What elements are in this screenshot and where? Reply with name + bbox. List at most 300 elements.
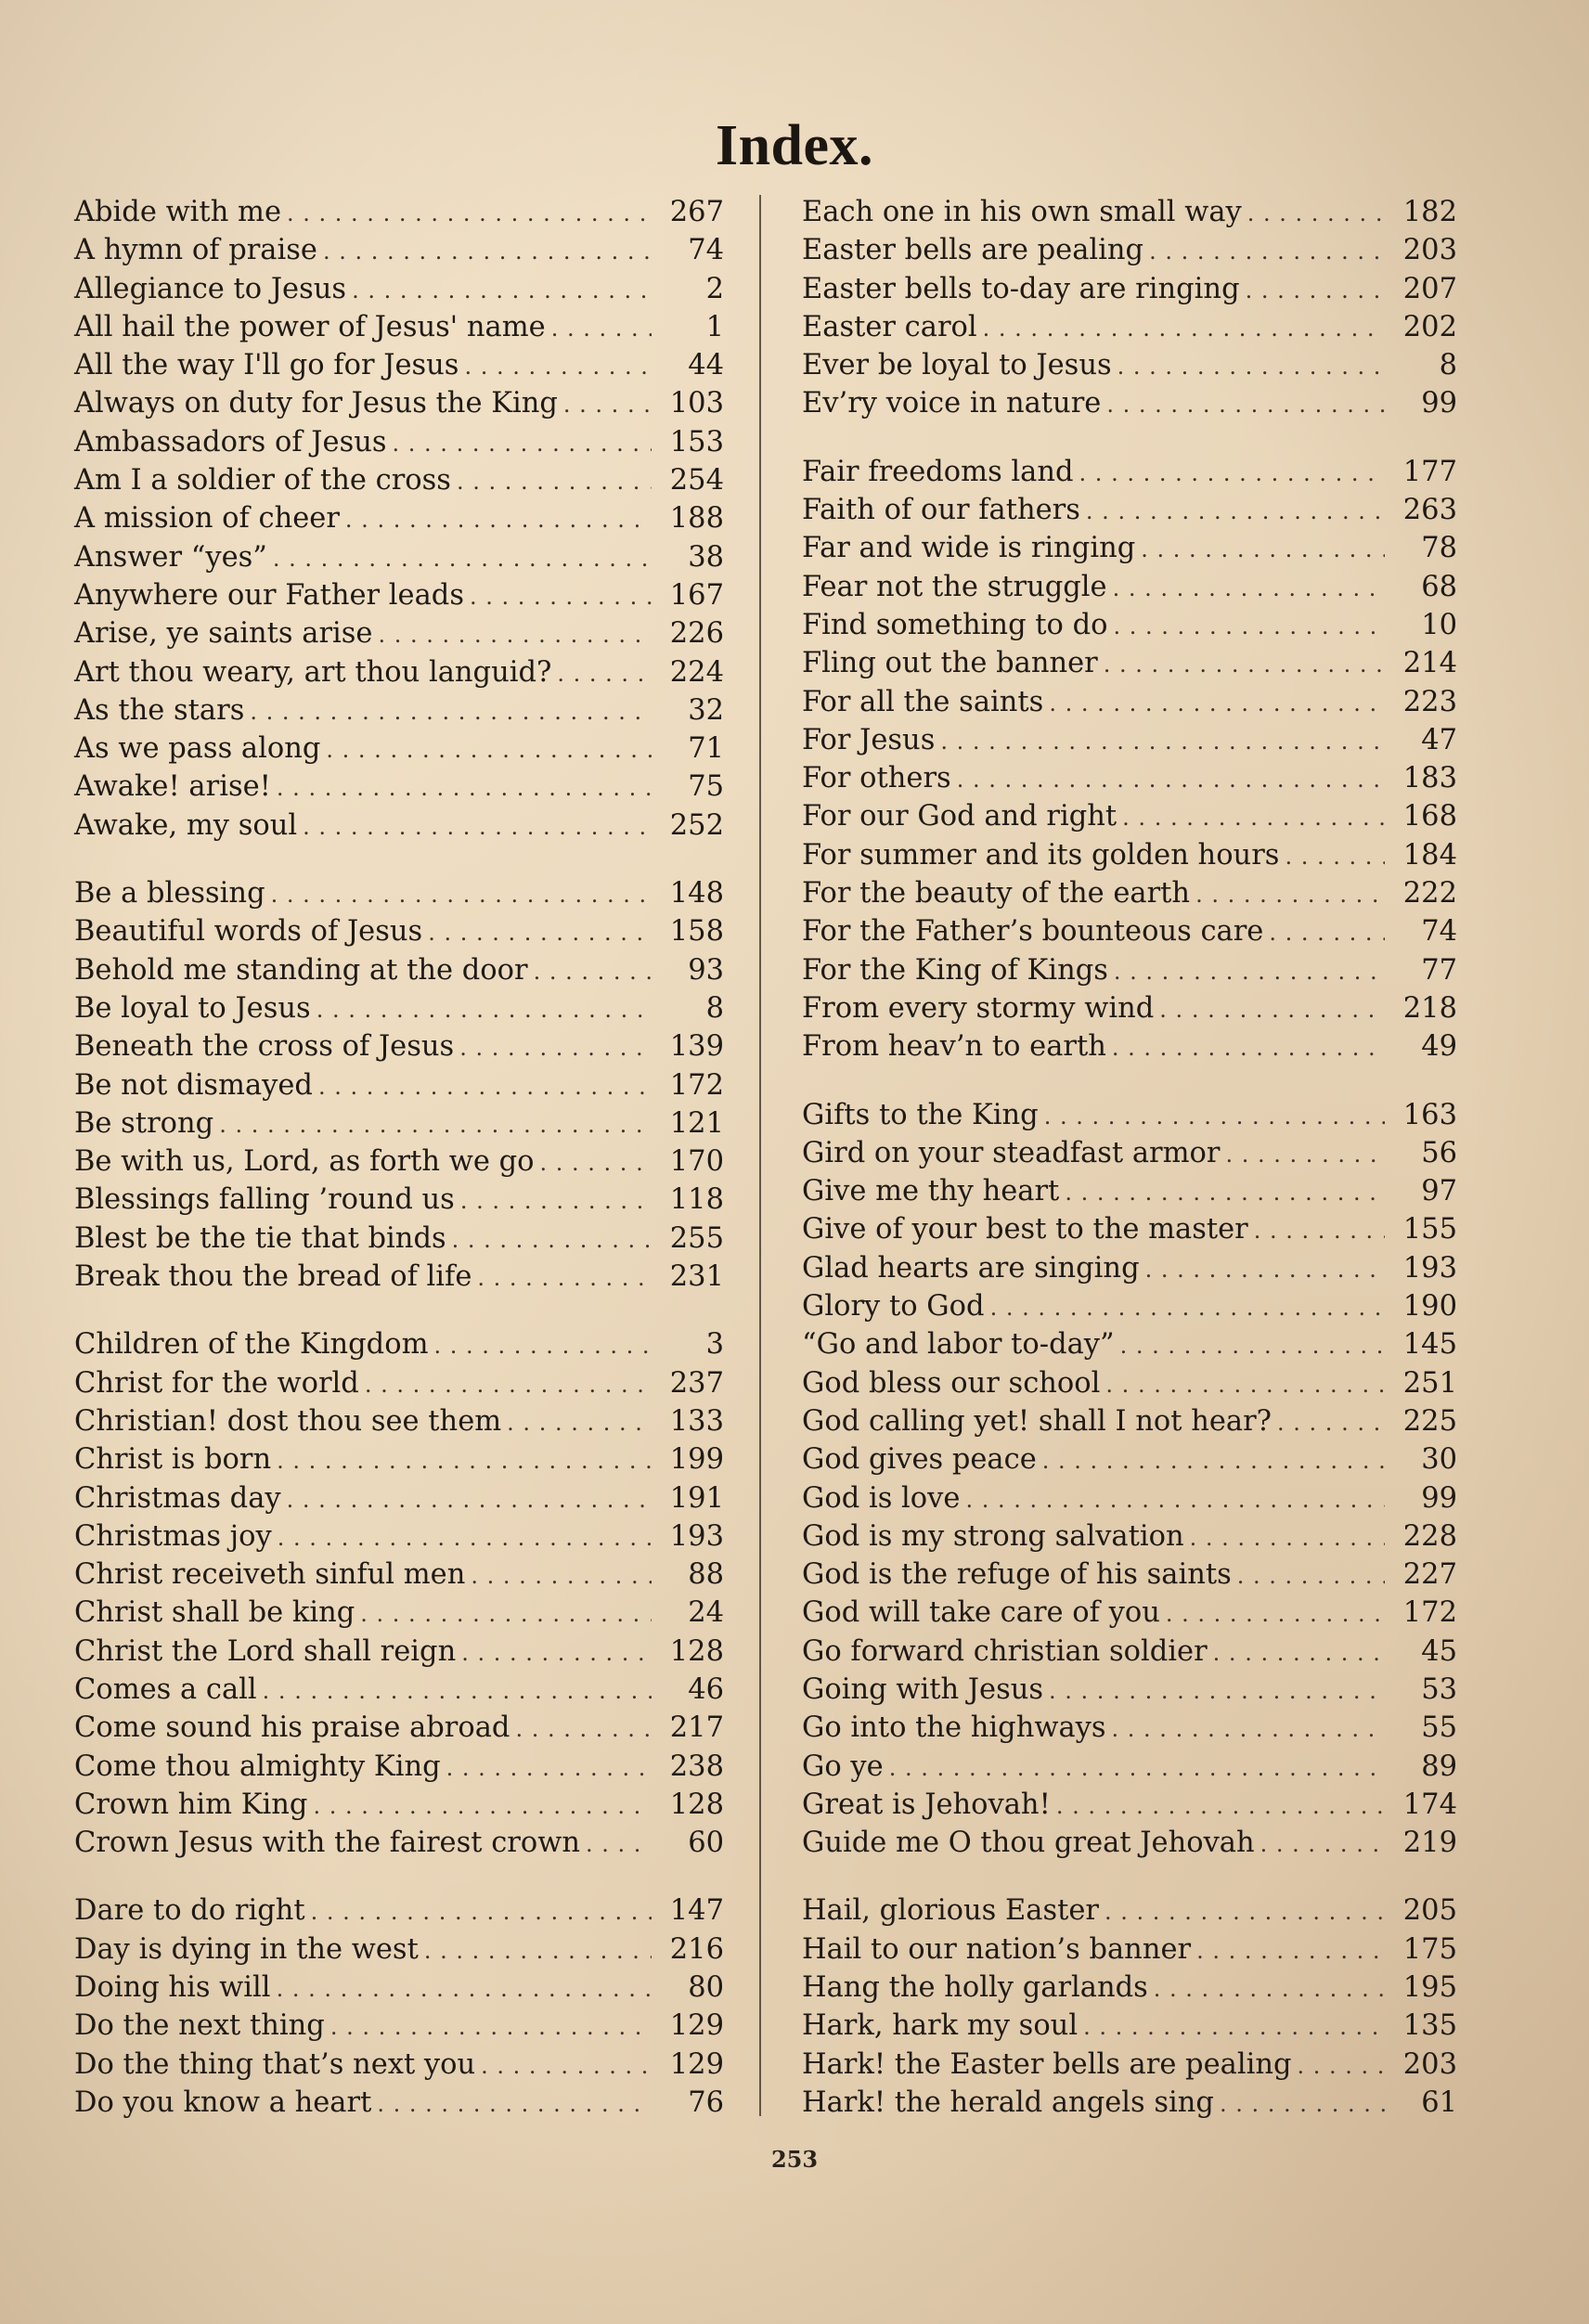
entry-page-number: 76 bbox=[688, 2085, 724, 2119]
dot-leader bbox=[277, 769, 652, 807]
entry-title: Abide with me bbox=[74, 196, 282, 228]
dot-leader bbox=[1079, 455, 1385, 493]
entry-page-number: 32 bbox=[688, 693, 724, 727]
index-entry bbox=[802, 2007, 1457, 2045]
entry-page-number: 155 bbox=[1402, 1213, 1457, 1246]
entry-title: Come sound his praise abroad bbox=[74, 1711, 510, 1745]
index-entry bbox=[74, 1440, 724, 1478]
dot-leader bbox=[1105, 1366, 1385, 1404]
index-entry bbox=[802, 797, 1457, 835]
entry-title: Hark, hark my soul bbox=[802, 2009, 1079, 2043]
entry-page-number: 207 bbox=[1402, 272, 1457, 305]
dot-leader bbox=[1086, 493, 1385, 531]
entry-title: God gives peace bbox=[802, 1443, 1037, 1477]
entry-page-number: 199 bbox=[669, 1443, 724, 1477]
entry-title: Christ the Lord shall reign bbox=[74, 1634, 457, 1668]
dot-leader bbox=[477, 1259, 652, 1298]
index-letter-group bbox=[802, 1096, 1457, 1863]
entry-title: God calling yet! shall I not hear? bbox=[802, 1404, 1272, 1438]
index-entry bbox=[74, 576, 724, 614]
index-entry bbox=[74, 384, 724, 422]
dot-leader bbox=[1149, 233, 1385, 271]
index-column-left bbox=[74, 193, 724, 2151]
entry-title: Go into the highways bbox=[802, 1711, 1106, 1745]
index-entry bbox=[802, 529, 1457, 567]
dot-leader bbox=[1220, 2085, 1385, 2124]
dot-leader bbox=[1237, 1557, 1385, 1595]
entry-page-number: 10 bbox=[1421, 608, 1457, 641]
entry-title: God is the refuge of his saints bbox=[802, 1558, 1232, 1592]
index-entry bbox=[74, 1066, 724, 1104]
index-entry bbox=[802, 836, 1457, 874]
dot-leader bbox=[1049, 1672, 1385, 1711]
entry-title: From every stormy wind bbox=[802, 991, 1155, 1025]
index-entry bbox=[74, 989, 724, 1027]
entry-page-number: 38 bbox=[688, 540, 724, 574]
dot-leader bbox=[460, 1182, 652, 1220]
page-title: Index. bbox=[715, 114, 874, 177]
dot-leader bbox=[965, 1481, 1385, 1519]
entry-page-number: 55 bbox=[1421, 1711, 1457, 1745]
index-entry bbox=[74, 1824, 724, 1862]
entry-page-number: 263 bbox=[1402, 494, 1457, 527]
entry-page-number: 252 bbox=[669, 808, 724, 842]
entry-page-number: 8 bbox=[705, 991, 724, 1025]
index-entry bbox=[802, 606, 1457, 644]
dot-leader bbox=[379, 616, 652, 654]
index-entry bbox=[802, 1364, 1457, 1402]
index-entry bbox=[74, 874, 724, 912]
dot-leader bbox=[219, 1106, 652, 1144]
entry-page-number: 226 bbox=[669, 617, 724, 651]
dot-leader bbox=[990, 1289, 1385, 1327]
dot-leader bbox=[278, 1519, 652, 1557]
entry-page-number: 217 bbox=[669, 1711, 724, 1745]
entry-title: Hark! the herald angels sing bbox=[802, 2085, 1214, 2119]
entry-title: Christ receiveth sinful men bbox=[74, 1558, 466, 1592]
index-entry bbox=[74, 1748, 724, 1786]
index-entry bbox=[802, 1969, 1457, 2007]
entry-title: Art thou weary, art thou languid? bbox=[74, 655, 552, 689]
entry-title: Give of your best to the master bbox=[802, 1213, 1248, 1246]
entry-page-number: 190 bbox=[1402, 1290, 1457, 1323]
index-entry bbox=[74, 1969, 724, 2007]
dot-leader bbox=[287, 1481, 652, 1519]
index-entry bbox=[802, 1709, 1457, 1747]
entry-page-number: 237 bbox=[669, 1366, 724, 1400]
index-entry bbox=[802, 308, 1457, 346]
index-entry bbox=[802, 1249, 1457, 1287]
entry-page-number: 121 bbox=[669, 1106, 724, 1140]
dot-leader bbox=[534, 953, 652, 991]
entry-page-number: 147 bbox=[669, 1894, 724, 1928]
index-entry bbox=[802, 1633, 1457, 1671]
entry-page-number: 3 bbox=[705, 1328, 724, 1362]
entry-page-number: 99 bbox=[1421, 387, 1457, 420]
index-entry bbox=[74, 308, 724, 346]
index-entry bbox=[802, 989, 1457, 1027]
index-entry bbox=[802, 1671, 1457, 1709]
dot-leader bbox=[1195, 876, 1385, 914]
entry-title: Children of the Kingdom bbox=[74, 1328, 429, 1362]
entry-title: Answer “yes” bbox=[74, 540, 267, 574]
entry-page-number: 139 bbox=[669, 1030, 724, 1064]
entry-title: Doing his will bbox=[74, 1971, 271, 2005]
entry-page-number: 203 bbox=[1402, 234, 1457, 267]
entry-title: As the stars bbox=[74, 693, 245, 727]
index-entry bbox=[802, 1134, 1457, 1172]
dot-leader bbox=[1154, 1970, 1385, 2008]
entry-title: Am I a soldier of the cross bbox=[74, 464, 451, 497]
entry-title: Hail to our nation’s banner bbox=[802, 1932, 1192, 1966]
dot-leader bbox=[457, 463, 652, 501]
entry-title: As we pass along bbox=[74, 732, 321, 766]
dot-leader bbox=[563, 386, 652, 424]
entry-page-number: 224 bbox=[669, 655, 724, 689]
entry-page-number: 68 bbox=[1421, 570, 1457, 603]
entry-title: Arise, ye saints arise bbox=[74, 617, 373, 651]
entry-title: Going with Jesus bbox=[802, 1672, 1044, 1706]
dot-leader bbox=[1247, 195, 1385, 233]
index-entry bbox=[74, 1786, 724, 1824]
dot-leader bbox=[1112, 1711, 1385, 1749]
index-entry bbox=[74, 538, 724, 576]
entry-title: Awake! arise! bbox=[74, 770, 271, 804]
entry-title: Fair freedoms land bbox=[802, 455, 1074, 488]
dot-leader bbox=[317, 991, 652, 1029]
entry-page-number: 228 bbox=[1402, 1519, 1457, 1553]
index-entry bbox=[74, 691, 724, 729]
dot-leader bbox=[1104, 646, 1385, 684]
entry-title: For all the saints bbox=[802, 685, 1044, 718]
index-entry bbox=[802, 1824, 1457, 1862]
entry-page-number: 24 bbox=[688, 1596, 724, 1630]
index-entry bbox=[74, 614, 724, 652]
entry-title: Gifts to the King bbox=[802, 1098, 1039, 1131]
index-entry bbox=[74, 951, 724, 989]
dot-leader bbox=[1112, 1029, 1385, 1067]
dot-leader bbox=[470, 578, 652, 616]
entry-title: Beneath the cross of Jesus bbox=[74, 1030, 455, 1064]
entry-title: Christ shall be king bbox=[74, 1596, 355, 1630]
index-entry bbox=[74, 1517, 724, 1556]
entry-title: God is my strong salvation bbox=[802, 1519, 1184, 1553]
dot-leader bbox=[263, 1672, 652, 1711]
entry-title: Comes a call bbox=[74, 1672, 257, 1706]
entry-title: All hail the power of Jesus' name bbox=[74, 310, 546, 343]
index-entry bbox=[802, 759, 1457, 797]
index-entry bbox=[802, 683, 1457, 721]
entry-title: Guide me O thou great Jehovah bbox=[802, 1827, 1255, 1860]
entry-title: For the beauty of the earth bbox=[802, 877, 1191, 910]
index-entry bbox=[802, 384, 1457, 422]
dot-leader bbox=[940, 723, 1385, 761]
dot-leader bbox=[1285, 838, 1385, 876]
index-entry bbox=[802, 1287, 1457, 1325]
index-entry bbox=[74, 423, 724, 461]
dot-leader bbox=[452, 1221, 652, 1259]
entry-page-number: 1 bbox=[705, 310, 724, 343]
dot-leader bbox=[551, 310, 652, 348]
index-letter-group bbox=[802, 453, 1457, 1066]
entry-page-number: 193 bbox=[1402, 1251, 1457, 1285]
entry-title: Easter carol bbox=[802, 310, 977, 343]
entry-title: Do you know a heart bbox=[74, 2085, 372, 2119]
index-entry bbox=[74, 1891, 724, 1930]
dot-leader bbox=[1254, 1212, 1385, 1250]
index-entry bbox=[802, 491, 1457, 529]
dot-leader bbox=[277, 1970, 652, 2008]
index-entry bbox=[74, 729, 724, 768]
entry-page-number: 56 bbox=[1421, 1136, 1457, 1169]
index-letter-group bbox=[74, 874, 724, 1296]
entry-page-number: 170 bbox=[669, 1145, 724, 1179]
index-entry bbox=[74, 1143, 724, 1181]
dot-leader bbox=[1298, 2047, 1386, 2085]
entry-title: Faith of our fathers bbox=[802, 494, 1080, 527]
dot-leader bbox=[1122, 799, 1385, 837]
entry-page-number: 80 bbox=[688, 1971, 724, 2005]
entry-title: Crown Jesus with the fairest crown bbox=[74, 1827, 580, 1860]
index-entry bbox=[802, 1440, 1457, 1478]
index-entry bbox=[74, 1364, 724, 1402]
dot-leader bbox=[1120, 1327, 1385, 1365]
entry-title: Day is dying in the west bbox=[74, 1932, 419, 1966]
entry-title: Ev’ry voice in nature bbox=[802, 387, 1102, 420]
entry-page-number: 128 bbox=[669, 1788, 724, 1821]
entry-page-number: 225 bbox=[1402, 1404, 1457, 1438]
entry-page-number: 172 bbox=[1402, 1596, 1457, 1630]
entry-page-number: 238 bbox=[669, 1749, 724, 1783]
entry-page-number: 89 bbox=[1421, 1749, 1457, 1783]
dot-leader bbox=[271, 876, 652, 914]
entry-page-number: 133 bbox=[669, 1404, 724, 1438]
dot-leader bbox=[515, 1711, 652, 1749]
entry-page-number: 163 bbox=[1402, 1098, 1457, 1131]
index-entry bbox=[74, 1104, 724, 1143]
entry-title: God will take care of you bbox=[802, 1596, 1160, 1630]
entry-title: Break thou the bread of life bbox=[74, 1260, 472, 1294]
index-entry bbox=[74, 768, 724, 806]
entry-page-number: 77 bbox=[1421, 953, 1457, 987]
index-entry bbox=[74, 1930, 724, 1969]
entry-title: Ever be loyal to Jesus bbox=[802, 349, 1112, 382]
entry-page-number: 93 bbox=[688, 953, 724, 987]
dot-leader bbox=[393, 425, 652, 463]
dot-leader bbox=[428, 914, 652, 952]
entry-title: Christ is born bbox=[74, 1443, 272, 1477]
entry-page-number: 44 bbox=[688, 349, 724, 382]
entry-page-number: 75 bbox=[688, 770, 724, 804]
entry-title: For our God and right bbox=[802, 800, 1117, 833]
index-letter-group bbox=[74, 1325, 724, 1862]
dot-leader bbox=[1117, 348, 1385, 386]
dot-leader bbox=[250, 693, 652, 731]
entry-page-number: 174 bbox=[1402, 1788, 1457, 1821]
entry-title: Find something to do bbox=[802, 608, 1108, 641]
index-entry bbox=[74, 1027, 724, 1065]
dot-leader bbox=[326, 731, 652, 769]
index-letter-group bbox=[74, 1891, 724, 2122]
entry-title: Anywhere our Father leads bbox=[74, 578, 464, 612]
entry-page-number: 53 bbox=[1421, 1672, 1457, 1706]
dot-leader bbox=[1159, 991, 1385, 1029]
dot-leader bbox=[1260, 1826, 1385, 1864]
entry-title: Hail, glorious Easter bbox=[802, 1894, 1099, 1928]
entry-page-number: 203 bbox=[1402, 2047, 1457, 2081]
dot-leader bbox=[1049, 685, 1385, 723]
index-entry bbox=[74, 1402, 724, 1440]
entry-page-number: 129 bbox=[669, 2009, 724, 2043]
entry-page-number: 219 bbox=[1402, 1827, 1457, 1860]
entry-page-number: 182 bbox=[1402, 196, 1457, 228]
entry-page-number: 71 bbox=[688, 732, 724, 766]
entry-page-number: 88 bbox=[688, 1558, 724, 1592]
index-letter-group bbox=[74, 193, 724, 845]
page-number: 253 bbox=[770, 2146, 819, 2173]
entry-title: Beautiful words of Jesus bbox=[74, 915, 423, 949]
dot-leader bbox=[330, 2008, 652, 2046]
entry-title: For others bbox=[802, 762, 951, 795]
dot-leader bbox=[1246, 272, 1385, 310]
index-entry bbox=[74, 499, 724, 537]
index-entry bbox=[802, 644, 1457, 682]
entry-title: Come thou almighty King bbox=[74, 1749, 441, 1783]
entry-page-number: 8 bbox=[1439, 349, 1457, 382]
index-entry bbox=[74, 1671, 724, 1709]
dot-leader bbox=[1190, 1519, 1385, 1557]
index-entry bbox=[802, 1325, 1457, 1363]
entry-title: For the Father’s bounteous care bbox=[802, 915, 1264, 949]
index-entry bbox=[802, 568, 1457, 606]
entry-page-number: 30 bbox=[1421, 1443, 1457, 1477]
entry-page-number: 251 bbox=[1402, 1366, 1457, 1400]
index-entry bbox=[74, 653, 724, 691]
dot-leader bbox=[303, 808, 652, 846]
entry-page-number: 145 bbox=[1402, 1328, 1457, 1362]
index-entry bbox=[802, 453, 1457, 491]
entry-page-number: 99 bbox=[1421, 1481, 1457, 1515]
entry-page-number: 195 bbox=[1402, 1971, 1457, 2005]
dot-leader bbox=[424, 1932, 652, 1970]
dot-leader bbox=[1113, 608, 1385, 646]
index-entry bbox=[802, 2084, 1457, 2122]
entry-title: Behold me standing at the door bbox=[74, 953, 528, 987]
dot-leader bbox=[957, 761, 1385, 799]
dot-leader bbox=[1141, 531, 1385, 569]
index-entry bbox=[802, 2046, 1457, 2084]
dot-leader bbox=[983, 310, 1385, 348]
entry-title: Easter bells to-day are ringing bbox=[802, 272, 1240, 305]
entry-title: Blest be the tie that binds bbox=[74, 1221, 446, 1255]
index-entry bbox=[802, 1172, 1457, 1210]
entry-title: God bless our school bbox=[802, 1366, 1101, 1400]
entry-page-number: 168 bbox=[1402, 800, 1457, 833]
index-entry bbox=[802, 270, 1457, 308]
index-entry bbox=[802, 1210, 1457, 1248]
dot-leader bbox=[464, 348, 652, 386]
entry-title: A mission of cheer bbox=[74, 502, 340, 536]
index-entry bbox=[74, 1633, 724, 1671]
dot-leader bbox=[507, 1404, 652, 1442]
dot-leader bbox=[461, 1634, 652, 1672]
entry-title: Gird on your steadfast armor bbox=[802, 1136, 1221, 1169]
index-entry bbox=[802, 1891, 1457, 1930]
entry-title: Blessings falling ’round us bbox=[74, 1183, 455, 1217]
entry-page-number: 148 bbox=[669, 877, 724, 910]
dot-leader bbox=[481, 2047, 652, 2085]
dot-leader bbox=[1213, 1634, 1385, 1672]
entry-page-number: 267 bbox=[669, 196, 724, 228]
entry-title: A hymn of praise bbox=[74, 234, 317, 267]
entry-page-number: 135 bbox=[1402, 2009, 1457, 2043]
entry-title: Fear not the struggle bbox=[802, 570, 1107, 603]
index-entry bbox=[802, 346, 1457, 384]
entry-page-number: 193 bbox=[669, 1519, 724, 1553]
entry-page-number: 158 bbox=[669, 915, 724, 949]
entry-page-number: 118 bbox=[669, 1183, 724, 1217]
entry-title: Dare to do right bbox=[74, 1894, 305, 1928]
entry-title: Be strong bbox=[74, 1106, 214, 1140]
index-entry bbox=[74, 461, 724, 499]
index-entry bbox=[74, 2084, 724, 2122]
dot-leader bbox=[1196, 1932, 1385, 1970]
index-entry bbox=[802, 193, 1457, 231]
index-entry bbox=[74, 270, 724, 308]
entry-title: Do the next thing bbox=[74, 2009, 325, 2043]
index-entry bbox=[802, 1594, 1457, 1632]
index-letter-group bbox=[802, 193, 1457, 423]
dot-leader bbox=[1113, 570, 1385, 608]
index-entry bbox=[802, 1930, 1457, 1969]
entry-page-number: 128 bbox=[669, 1634, 724, 1668]
entry-page-number: 255 bbox=[669, 1221, 724, 1255]
entry-title: Glory to God bbox=[802, 1290, 985, 1323]
dot-leader bbox=[365, 1366, 652, 1404]
dot-leader bbox=[311, 1893, 652, 1931]
index-entry bbox=[74, 912, 724, 950]
entry-title: Be with us, Lord, as forth we go bbox=[74, 1145, 535, 1179]
dot-leader bbox=[540, 1144, 652, 1182]
entry-page-number: 218 bbox=[1402, 991, 1457, 1025]
dot-leader bbox=[1106, 386, 1385, 424]
entry-title: Always on duty for Jesus the King bbox=[74, 387, 558, 420]
index-entry bbox=[74, 1479, 724, 1517]
dot-leader bbox=[557, 655, 652, 693]
entry-title: Fling out the banner bbox=[802, 647, 1098, 680]
entry-page-number: 2 bbox=[705, 272, 724, 305]
entry-page-number: 188 bbox=[669, 502, 724, 536]
dot-leader bbox=[471, 1557, 652, 1595]
entry-page-number: 45 bbox=[1421, 1634, 1457, 1668]
entry-title: Christmas joy bbox=[74, 1519, 272, 1553]
entry-page-number: 177 bbox=[1402, 455, 1457, 488]
dot-leader bbox=[889, 1749, 1385, 1788]
entry-title: Go forward christian soldier bbox=[802, 1634, 1208, 1668]
entry-page-number: 216 bbox=[669, 1932, 724, 1966]
index-entry bbox=[74, 2007, 724, 2045]
entry-page-number: 231 bbox=[669, 1260, 724, 1294]
entry-title: For the King of Kings bbox=[802, 953, 1108, 987]
entry-title: Ambassadors of Jesus bbox=[74, 425, 387, 458]
entry-page-number: 184 bbox=[1402, 838, 1457, 872]
dot-leader bbox=[1056, 1788, 1385, 1826]
index-entry bbox=[74, 1594, 724, 1632]
index-entry bbox=[802, 912, 1457, 950]
entry-page-number: 167 bbox=[669, 578, 724, 612]
entry-title: Hark! the Easter bells are pealing bbox=[802, 2047, 1292, 2081]
dot-leader bbox=[1114, 953, 1385, 991]
